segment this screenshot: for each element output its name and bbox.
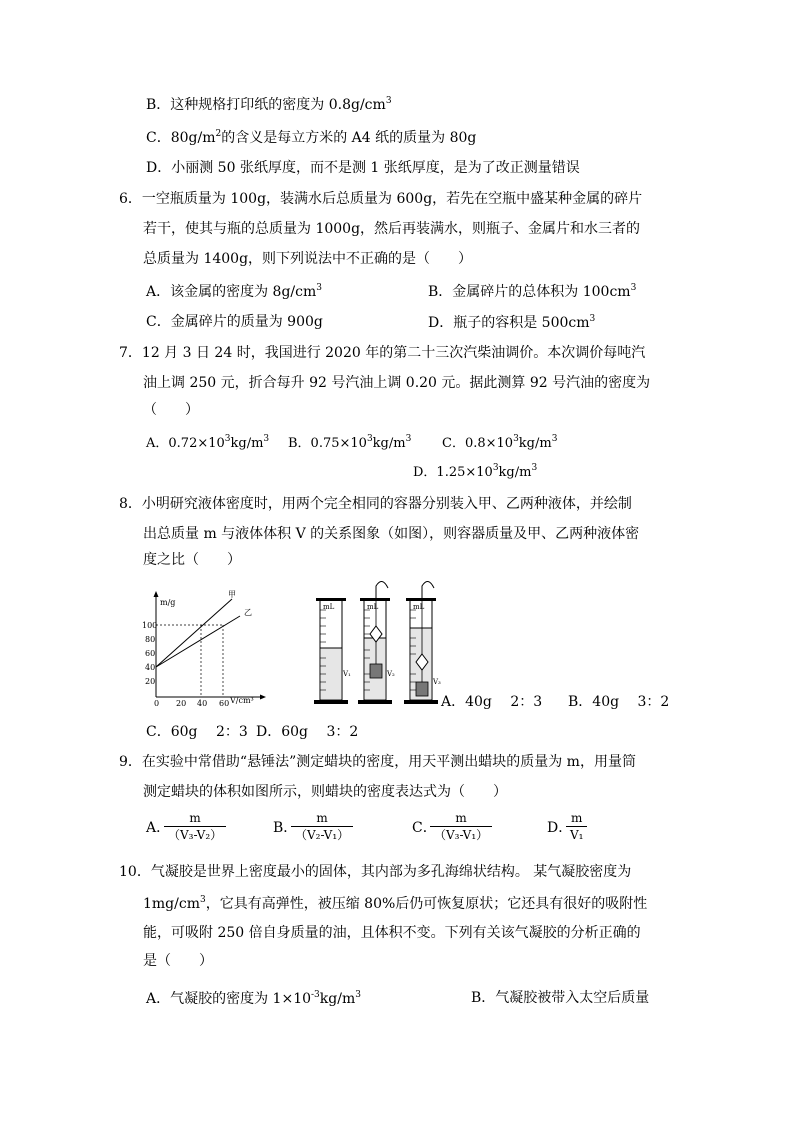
q9-d-denominator: V₁ bbox=[566, 826, 587, 841]
y-tick-60: 60 bbox=[145, 649, 156, 658]
q10-stem-line3: 能，可吸附 250 倍自身质量的油，且体积不变。下列有关该气凝胶的分析正确的 bbox=[143, 925, 641, 941]
q9-option-d-fraction bbox=[566, 812, 587, 841]
x-axis-label: V/cm³ bbox=[230, 696, 254, 705]
q6-option-c: C．金属碎片的质量为 900g bbox=[146, 314, 323, 330]
x-tick-0: 0 bbox=[154, 699, 160, 708]
cylinder-3-unit: mL bbox=[413, 603, 425, 611]
q5-option-b: B．这种规格打印纸的密度为 $0.8g/cm^3$ bbox=[146, 96, 392, 113]
q7-option-c: C．$0.8\times 10^3kg/m^3$ bbox=[442, 434, 558, 451]
q6-option-b: B．金属碎片的总体积为 $100cm^3$ bbox=[428, 283, 637, 300]
cylinder-2-unit: mL bbox=[367, 603, 379, 611]
x-tick-40: 40 bbox=[197, 699, 208, 708]
cylinder-1 bbox=[314, 598, 351, 704]
y-axis-label: m/g bbox=[160, 598, 176, 607]
q9-d-numerator: m bbox=[571, 811, 583, 825]
q9-option-a-fraction bbox=[164, 812, 226, 841]
q7-option-d: D．$1.25\times 10^3kg/m^3$ bbox=[413, 463, 538, 480]
q9-a-numerator: m bbox=[189, 811, 201, 825]
q7-option-a: A．$0.72\times 10^3kg/m^3$ bbox=[146, 434, 270, 451]
label-jia: 甲 bbox=[228, 590, 236, 599]
q8-option-d: D．60g 3：2 bbox=[256, 724, 359, 740]
cylinder-3 bbox=[404, 581, 441, 704]
q8-option-b: B．40g 3：2 bbox=[568, 694, 670, 710]
q8-option-c: C．60g 2：3 bbox=[146, 724, 248, 740]
y-tick-40: 40 bbox=[145, 663, 156, 672]
cylinder-2-label: V₂ bbox=[387, 670, 395, 678]
cylinder-2 bbox=[358, 581, 395, 704]
q7-stem-line3: （ ） bbox=[143, 402, 199, 418]
q6-stem-line3: 总质量为 1400g，则下列说法中不正确的是（ ） bbox=[143, 251, 473, 267]
q9-b-denominator: （V₂-V₁） bbox=[291, 826, 353, 841]
q9-option-b-label: B． bbox=[273, 820, 298, 836]
q9-option-c-label: C． bbox=[412, 820, 437, 836]
q8-stem-line2: 出总质量 m 与液体体积 V 的关系图象（如图），则容器质量及甲、乙两种液体密 bbox=[143, 526, 640, 542]
q10-stem-line4: 是（ ） bbox=[143, 953, 213, 969]
q5-option-d: D．小丽测 50 张纸厚度，而不是测 1 张纸厚度，是为了改正测量错误 bbox=[146, 160, 580, 176]
q10-stem-line1: 10．气凝胶是世界上密度最小的固体，其内部为多孔海绵状结构。 某气凝胶密度为 bbox=[119, 864, 632, 880]
cylinder-3-label: V₃ bbox=[433, 678, 441, 686]
q9-stem-line1: 9．在实验中常借助“悬锤法”测定蜡块的密度，用天平测出蜡块的质量为 m，用量筒 bbox=[119, 754, 636, 770]
q7-option-b: B．$0.75\times 10^3kg/m^3$ bbox=[288, 434, 412, 451]
q9-option-a-label: A． bbox=[146, 820, 171, 836]
q10-option-b: B．气凝胶被带入太空后质量 bbox=[471, 990, 650, 1006]
q6-stem-line2: 若干，使其与瓶的总质量为 1000g，然后再装满水，则瓶子、金属片和水三者的 bbox=[143, 221, 641, 237]
mass-volume-graph bbox=[140, 585, 270, 710]
line-yi bbox=[156, 616, 240, 667]
y-tick-80: 80 bbox=[145, 635, 156, 644]
q8-option-a: A．40g 2：3 bbox=[441, 694, 543, 710]
q10-stem-line2: $1mg/cm^3$，它具有高弹性，被压缩 80%后仍可恢复原状；它还具有很好的吸附性 bbox=[143, 895, 648, 912]
x-tick-20: 20 bbox=[176, 699, 187, 708]
q5-option-c: C．$80g/m^2$的含义是每立方米的 A4 纸的质量为 80g bbox=[146, 129, 477, 146]
y-tick-20: 20 bbox=[145, 677, 156, 686]
x-axis-arrow bbox=[260, 695, 266, 700]
q8-stem-line3: 度之比（ ） bbox=[143, 552, 241, 568]
graduated-cylinders bbox=[312, 578, 442, 713]
q9-c-numerator: m bbox=[455, 811, 467, 825]
q8-stem-line1: 8．小明研究液体密度时，用两个完全相同的容器分别装入甲、乙两种液体，并绘制 bbox=[119, 496, 632, 512]
q7-stem-line1: 7．12 月 3 日 24 时，我国进行 2020 年的第二十三次汽柴油调价。本次调价每吨汽 bbox=[119, 345, 646, 361]
q9-option-b-fraction bbox=[291, 812, 353, 841]
q6-option-a: A．该金属的密度为 $8g/cm^3$ bbox=[146, 283, 322, 300]
q9-option-d-label: D． bbox=[547, 820, 573, 836]
q9-c-denominator: （V₃-V₁） bbox=[430, 826, 492, 841]
y-axis-arrow bbox=[154, 591, 159, 597]
q9-a-denominator: （V₃-V₂） bbox=[164, 826, 226, 841]
y-tick-100: 100 bbox=[142, 621, 158, 630]
q9-stem-line2: 测定蜡块的体积如图所示，则蜡块的密度表达式为（ ） bbox=[143, 784, 507, 800]
q9-option-c-fraction bbox=[430, 812, 492, 841]
cylinder-1-unit: mL bbox=[323, 603, 335, 611]
q7-stem-line2: 油上调 250 元，折合每升 92 号汽油上调 0.20 元。据此测算 92 号汽油的密度为 bbox=[143, 375, 651, 391]
q10-option-a: A．气凝胶的密度为 $1\times 10^{-3}kg/m^3$ bbox=[146, 990, 361, 1007]
cylinder-1-label: V₁ bbox=[343, 670, 351, 678]
x-tick-60: 60 bbox=[219, 699, 230, 708]
label-yi: 乙 bbox=[244, 608, 252, 617]
q6-stem-line1: 6．一空瓶质量为 100g，装满水后总质量为 600g，若先在空瓶中盛某种金属的碎片 bbox=[119, 191, 643, 207]
line-jia bbox=[156, 599, 232, 667]
q9-b-numerator: m bbox=[316, 811, 328, 825]
q6-option-d: D．瓶子的容积是 $500cm^3$ bbox=[428, 314, 596, 331]
